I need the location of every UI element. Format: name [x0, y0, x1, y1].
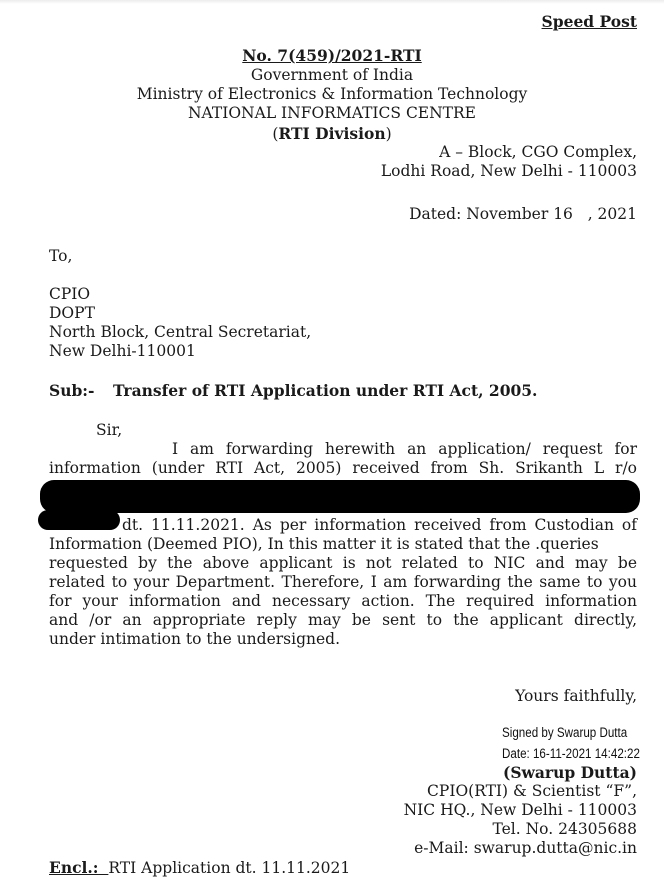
file-number	[0, 46, 664, 65]
redaction-block	[40, 480, 640, 513]
division-name: RTI Division	[278, 124, 386, 143]
body-line-7: for your information and necessary action. The required information	[49, 592, 637, 610]
org-line-1: Government of India	[250, 66, 414, 84]
signatory-designation: CPIO(RTI) & Scientist “F”,	[427, 782, 637, 800]
to-label: To,	[49, 247, 73, 265]
signatory-office: NIC HQ., New Delhi - 110003	[403, 801, 637, 819]
enclosure-gap	[99, 859, 109, 877]
body-line-2: information (under RTI Act, 2005) received from Sh. Srikanth L r/o	[49, 459, 637, 477]
page-top-edge	[0, 0, 664, 4]
body-line-4: Information (Deemed PIO), In this matter it is stated that the .queries	[49, 535, 599, 553]
recipient-line-3: North Block, Central Secretariat,	[49, 323, 312, 341]
enclosure-text: RTI Application dt. 11.11.2021	[108, 859, 351, 877]
recipient-line-2: DOPT	[49, 304, 95, 322]
file-number-text: No. 7(459)/2021-RTI	[242, 46, 422, 65]
recipient-line-1: CPIO	[49, 285, 91, 303]
division	[0, 124, 664, 144]
org-line-3: NATIONAL INFORMATICS CENTRE	[187, 104, 476, 122]
division-open-paren: (	[272, 125, 279, 143]
digital-signature-signed-by: Signed by Swarup Dutta	[502, 725, 628, 740]
body-line-8: and /or an appropriate reply may be sent to the applicant directly,	[49, 611, 637, 629]
address-line-1: A – Block, CGO Complex,	[439, 143, 637, 161]
subject-text: Transfer of RTI Application under RTI Act, 2005.	[113, 381, 538, 400]
body-line-3: dt. 11.11.2021. As per information received from Custodian of	[122, 516, 637, 534]
signatory-email: e-Mail: swarup.dutta@nic.in	[414, 839, 637, 857]
digital-signature-date: Date: 16-11-2021 14:42:22	[502, 746, 640, 761]
body-line-9: under intimation to the undersigned.	[49, 630, 340, 648]
body-line-5: requested by the above applicant is not related to NIC and may be	[49, 554, 637, 572]
subject-label: Sub:-	[49, 381, 95, 400]
delivery-mode: Speed Post	[541, 12, 637, 31]
signatory-tel: Tel. No. 24305688	[492, 820, 637, 838]
body-line-6: related to your Department. Therefore, I am forwarding the same to you	[49, 573, 637, 591]
body-line-1: I am forwarding herewith an application/ request for	[172, 440, 637, 458]
greeting: Sir,	[96, 421, 123, 439]
org-line-2: Ministry of Electronics & Information Technology	[136, 85, 528, 103]
division-close-paren: )	[385, 125, 392, 143]
address-line-2: Lodhi Road, New Delhi - 110003	[380, 162, 637, 180]
redaction-block-tail	[38, 510, 120, 530]
enclosure-label: Encl.:	[49, 858, 99, 877]
signatory-name: (Swarup Dutta)	[503, 763, 637, 782]
enclosure	[49, 858, 350, 878]
dated: Dated: November 16 , 2021	[409, 205, 637, 223]
valediction: Yours faithfully,	[515, 687, 637, 705]
recipient-line-4: New Delhi-110001	[49, 342, 196, 360]
